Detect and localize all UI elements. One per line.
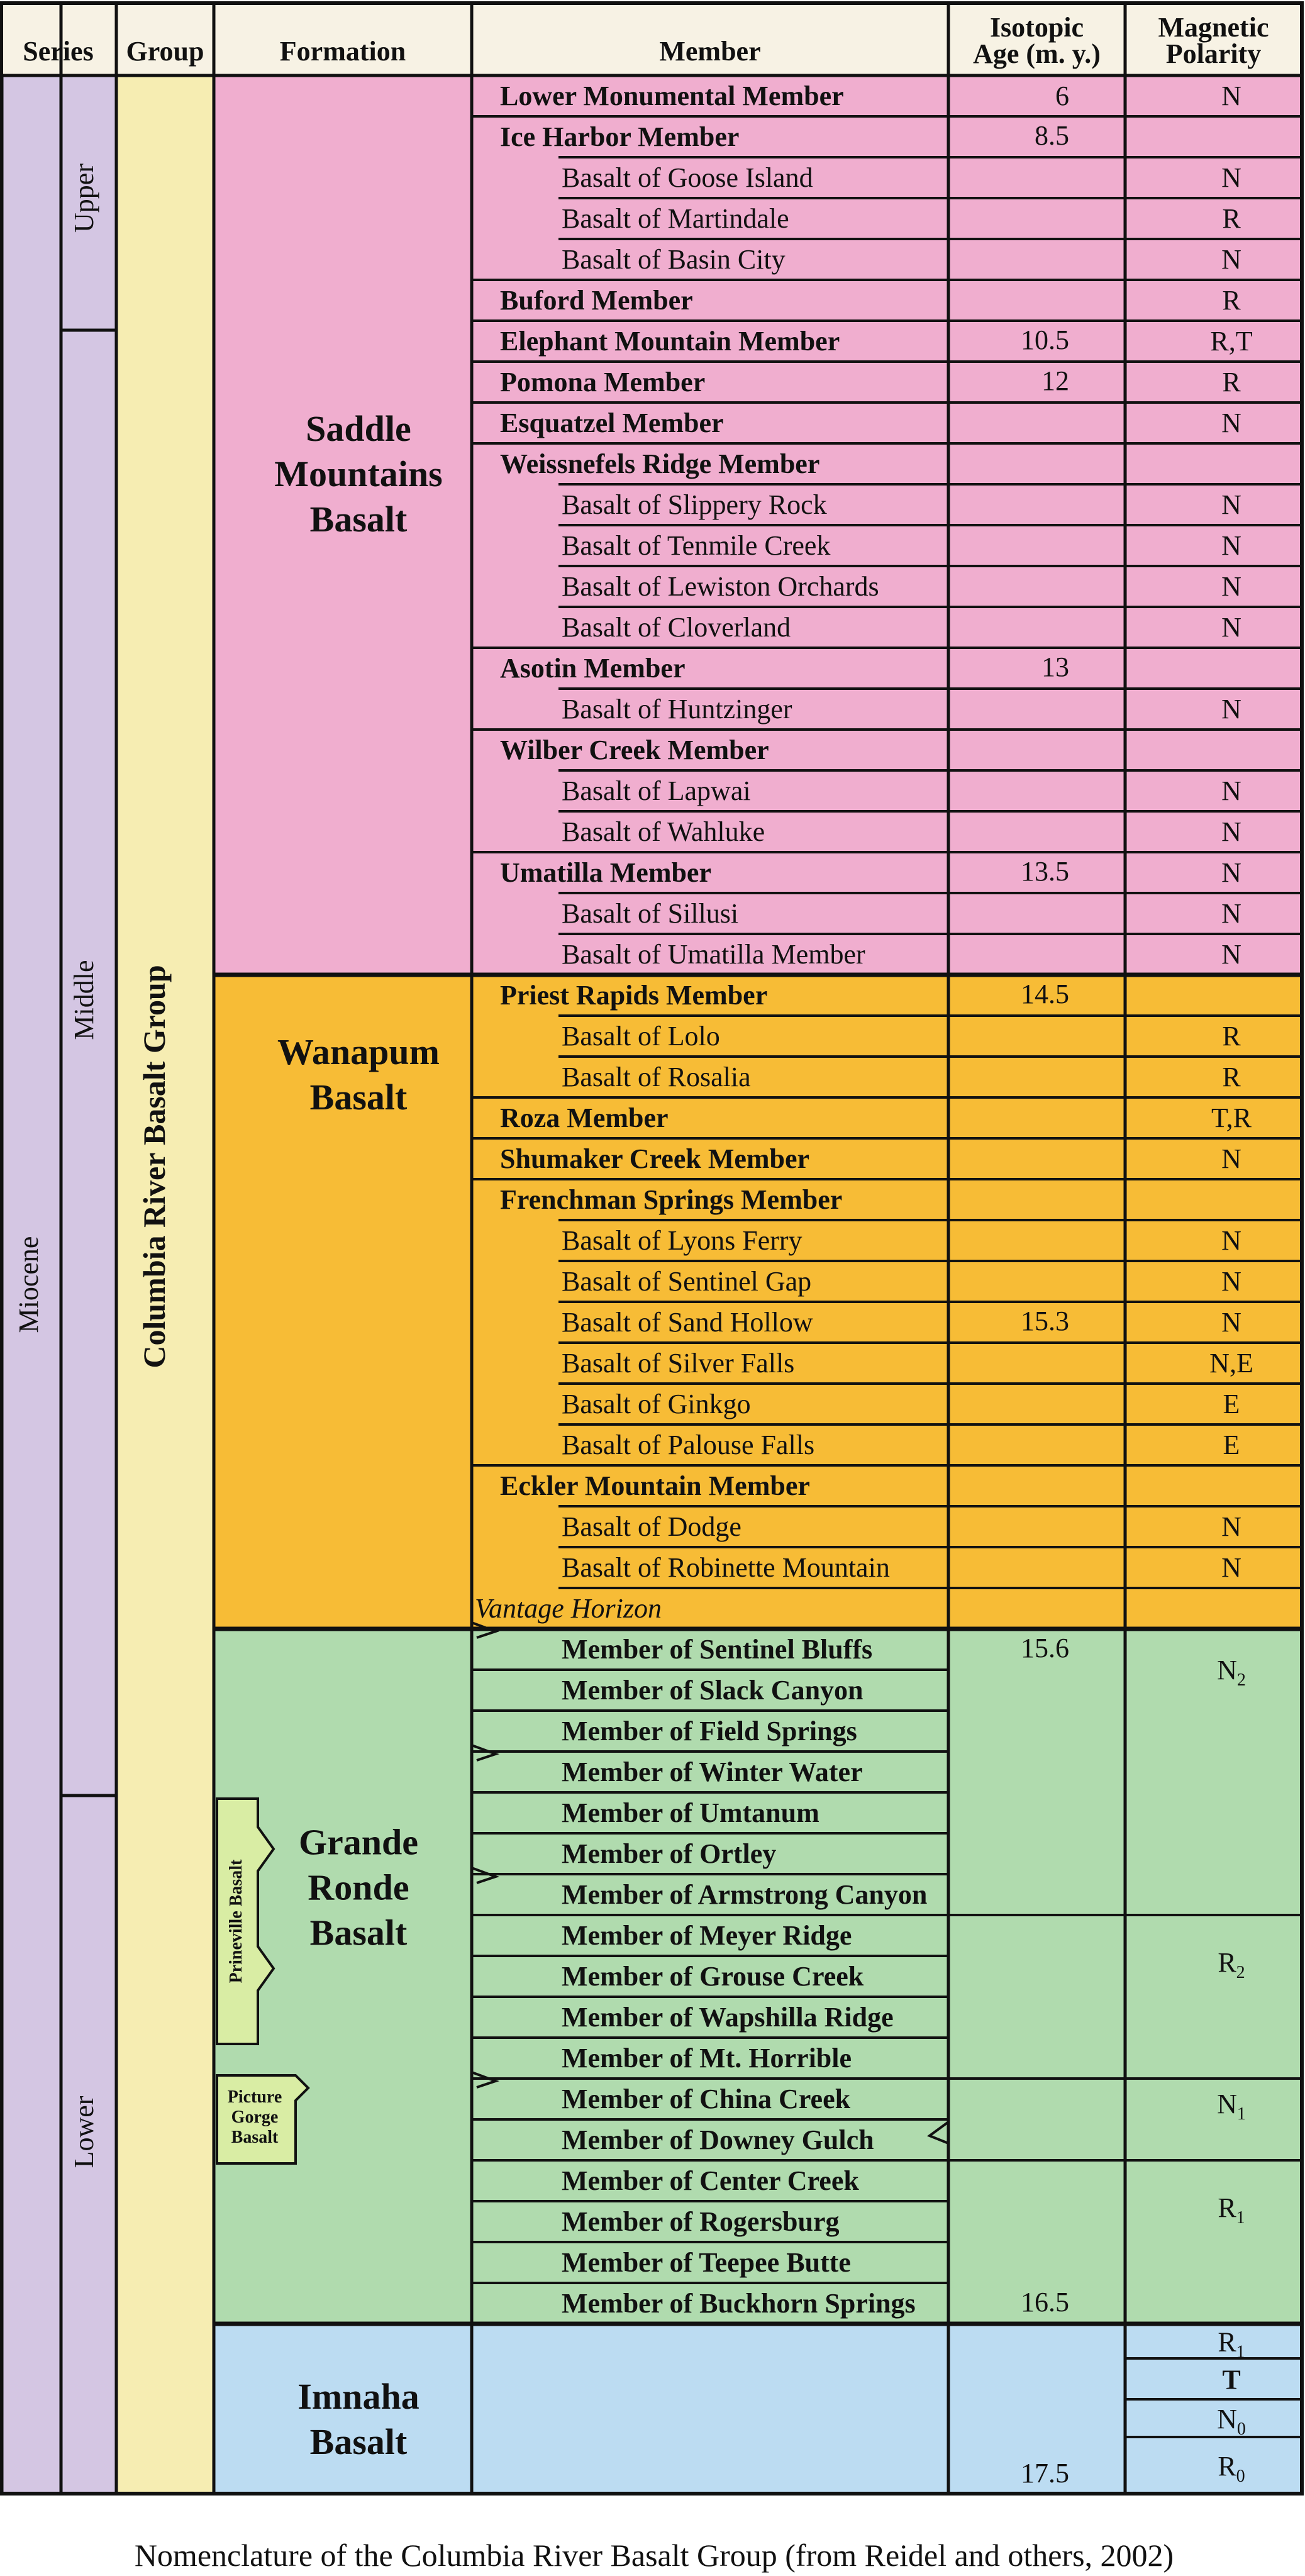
formation-name-wanapum: Basalt [309, 1077, 408, 1118]
magnetic-polarity: R [1222, 285, 1241, 316]
series-label-lower: Lower [69, 2096, 99, 2168]
member-name: Basalt of Sand Hollow [562, 1307, 813, 1338]
grande-ronde-polarity: $N_1$ [1217, 2089, 1246, 2124]
header-polarity-line2: Polarity [1165, 38, 1262, 69]
member-name: Elephant Mountain Member [500, 326, 840, 357]
grande-ronde-polarity: $R_2$ [1218, 1947, 1245, 1982]
picture-gorge-basalt-label: Gorge [231, 2107, 279, 2127]
magnetic-polarity: N [1221, 775, 1241, 806]
formation-name-imnaha: Imnaha [297, 2376, 419, 2417]
member-name: Member of Downey Gulch [562, 2124, 874, 2155]
member-name: Member of Meyer Ridge [562, 1920, 852, 1951]
formation-name-imnaha: Basalt [309, 2421, 408, 2462]
member-name: Basalt of Tenmile Creek [562, 530, 831, 561]
member-name: Member of Mt. Horrible [562, 2043, 852, 2074]
isotopic-age: 13 [1041, 652, 1069, 682]
member-name: Basalt of Dodge [562, 1511, 741, 1542]
series-epoch-label: Miocene [13, 1236, 44, 1333]
series-subdivision-middle [61, 330, 116, 1796]
member-name: Member of Ortley [562, 1838, 777, 1869]
imnaha-age: 17.5 [1021, 2458, 1069, 2489]
magnetic-polarity: N,E [1209, 1348, 1253, 1379]
member-name: Basalt of Silver Falls [562, 1348, 795, 1379]
grande-ronde-polarity: $R_1$ [1218, 2192, 1245, 2228]
member-name: Basalt of Rosalia [562, 1062, 751, 1092]
group-label: Columbia River Basalt Group [136, 965, 172, 1368]
formation-name-wanapum: Wanapum [277, 1031, 440, 1072]
member-name: Basalt of Lolo [562, 1021, 720, 1052]
magnetic-polarity: R [1222, 1021, 1241, 1052]
member-name: Lower Monumental Member [500, 80, 844, 111]
member-name: Member of Grouse Creek [562, 1961, 864, 1992]
member-name: Member of Center Creek [562, 2165, 859, 2196]
isotopic-age: 13.5 [1021, 856, 1069, 887]
magnetic-polarity: R [1222, 367, 1241, 397]
isotopic-age: 15.3 [1021, 1306, 1069, 1336]
picture-gorge-basalt-label: Basalt [231, 2128, 279, 2147]
member-name: Basalt of Lyons Ferry [562, 1225, 802, 1256]
member-name: Basalt of Sillusi [562, 898, 739, 929]
magnetic-polarity: N [1221, 857, 1241, 888]
magnetic-polarity: N [1221, 162, 1241, 193]
member-name: Member of Armstrong Canyon [562, 1879, 928, 1910]
isotopic-age: 10.5 [1021, 325, 1069, 355]
member-name: Basalt of Robinette Mountain [562, 1552, 890, 1583]
isotopic-age: 16.5 [1021, 2287, 1069, 2318]
imnaha-polarity: $N_0$ [1217, 2404, 1246, 2439]
isotopic-age: 8.5 [1035, 120, 1069, 151]
member-name: Buford Member [500, 285, 693, 316]
member-name: Basalt of Palouse Falls [562, 1430, 815, 1460]
magnetic-polarity: N [1221, 1552, 1241, 1583]
member-name: Esquatzel Member [500, 408, 724, 438]
figure-caption: Nomenclature of the Columbia River Basalt Group (from Reidel and others, 2002) [134, 2538, 1174, 2573]
member-name: Basalt of Umatilla Member [562, 939, 865, 970]
isotopic-age: 12 [1041, 365, 1069, 396]
member-name: Basalt of Goose Island [562, 162, 813, 193]
isotopic-age: 6 [1055, 80, 1069, 111]
header-series: Series [23, 36, 94, 67]
magnetic-polarity: N [1221, 571, 1241, 602]
member-name: Basalt of Martindale [562, 203, 789, 234]
formation-name-grande: Grande [298, 1821, 419, 1863]
magnetic-polarity: R [1222, 203, 1241, 234]
magnetic-polarity: R,T [1210, 326, 1253, 357]
formation-name-grande: Basalt [309, 1912, 408, 1953]
member-name: Member of China Creek [562, 2084, 851, 2114]
member-name: Member of Sentinel Bluffs [562, 1634, 873, 1665]
imnaha-polarity: $R_1$ [1218, 2326, 1245, 2362]
member-name: Umatilla Member [500, 857, 711, 888]
formation-name-grande: Ronde [308, 1867, 409, 1908]
header-polarity-line1: Magnetic [1158, 12, 1269, 43]
magnetic-polarity: T,R [1211, 1102, 1252, 1133]
member-name: Member of Teepee Butte [562, 2247, 851, 2278]
isotopic-age: 14.5 [1021, 979, 1069, 1009]
formation-name-saddle: Saddle [306, 408, 411, 449]
magnetic-polarity: E [1223, 1430, 1240, 1460]
magnetic-polarity: R [1222, 1062, 1241, 1092]
magnetic-polarity: N [1221, 939, 1241, 970]
magnetic-polarity: N [1221, 816, 1241, 847]
magnetic-polarity: N [1221, 489, 1241, 520]
member-name: Asotin Member [500, 653, 686, 684]
picture-gorge-basalt-label: Picture [227, 2087, 282, 2107]
prineville-basalt-label: Prineville Basalt [226, 1859, 246, 1984]
magnetic-polarity: E [1223, 1389, 1240, 1419]
series-label-middle: Middle [69, 960, 99, 1040]
magnetic-polarity: N [1221, 244, 1241, 275]
magnetic-polarity: N [1221, 1225, 1241, 1256]
header-member: Member [659, 36, 761, 67]
imnaha-polarity: $R_0$ [1218, 2451, 1245, 2486]
member-name: Member of Winter Water [562, 1757, 863, 1787]
grande-ronde-polarity: $N_2$ [1217, 1655, 1246, 1690]
member-name: Basalt of Lewiston Orchards [562, 571, 879, 602]
member-name: Basalt of Wahluke [562, 816, 765, 847]
imnaha-polarity: T [1222, 2364, 1241, 2396]
member-name: Pomona Member [500, 367, 706, 397]
member-name: Frenchman Springs Member [500, 1184, 843, 1215]
member-name: Member of Field Springs [562, 1716, 857, 1746]
member-name: Priest Rapids Member [500, 980, 768, 1011]
header-formation: Formation [279, 36, 406, 67]
member-name: Basalt of Sentinel Gap [562, 1266, 812, 1297]
member-name: Member of Buckhorn Springs [562, 2288, 916, 2319]
magnetic-polarity: N [1221, 1143, 1241, 1174]
formation-name-saddle: Basalt [309, 499, 408, 540]
header-group: Group [126, 36, 204, 67]
member-name: Eckler Mountain Member [500, 1470, 810, 1501]
member-name: Member of Umtanum [562, 1797, 819, 1828]
formation-name-saddle: Mountains [274, 453, 443, 494]
magnetic-polarity: N [1221, 898, 1241, 929]
magnetic-polarity: N [1221, 612, 1241, 643]
magnetic-polarity: N [1221, 530, 1241, 561]
member-name: Roza Member [500, 1102, 669, 1133]
magnetic-polarity: N [1221, 1511, 1241, 1542]
member-name: Basalt of Huntzinger [562, 694, 792, 724]
member-name: Member of Slack Canyon [562, 1675, 864, 1706]
member-name: Shumaker Creek Member [500, 1143, 810, 1174]
magnetic-polarity: N [1221, 1266, 1241, 1297]
member-name: Basalt of Ginkgo [562, 1389, 751, 1419]
magnetic-polarity: N [1221, 80, 1241, 111]
series-label-upper: Upper [69, 164, 99, 233]
header-age-line1: Isotopic [989, 12, 1084, 43]
magnetic-polarity: N [1221, 1307, 1241, 1338]
isotopic-age: 15.6 [1021, 1633, 1069, 1663]
member-name: Weissnefels Ridge Member [500, 448, 820, 479]
member-name: Basalt of Lapwai [562, 775, 751, 806]
member-name: Wilber Creek Member [500, 735, 769, 765]
member-name: Vantage Horizon [475, 1593, 662, 1624]
member-name: Ice Harbor Member [500, 121, 740, 152]
header-age-line2: Age (m. y.) [973, 38, 1101, 69]
member-name: Member of Wapshilla Ridge [562, 2002, 894, 2033]
member-name: Basalt of Cloverland [562, 612, 791, 643]
member-name: Basalt of Slippery Rock [562, 489, 827, 520]
member-name: Member of Rogersburg [562, 2206, 840, 2237]
magnetic-polarity: N [1221, 408, 1241, 438]
magnetic-polarity: N [1221, 694, 1241, 724]
member-name: Basalt of Basin City [562, 244, 786, 275]
